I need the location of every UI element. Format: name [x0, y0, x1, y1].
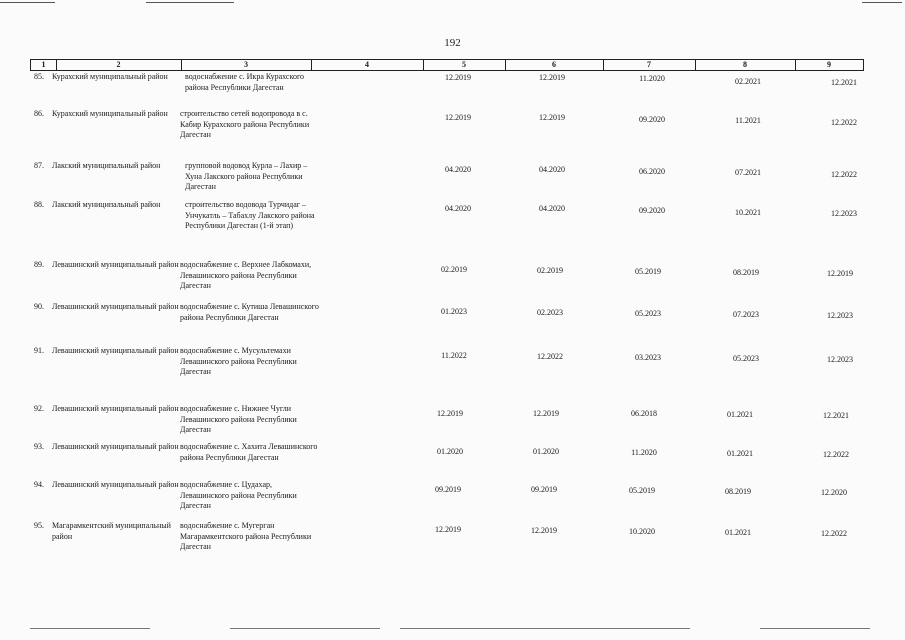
date-col-5: 01.2023	[441, 307, 467, 316]
date-col-9: 12.2022	[831, 118, 857, 127]
row-number: 94.	[34, 480, 44, 489]
date-col-8: 02.2021	[735, 77, 761, 86]
date-col-5: 12.2019	[445, 73, 471, 82]
row-number: 92.	[34, 404, 44, 413]
district-name: Левашинский муниципальный район	[52, 302, 179, 311]
date-col-9: 12.2020	[821, 488, 847, 497]
date-col-6: 12.2019	[533, 409, 559, 418]
date-col-9: 12.2021	[823, 411, 849, 420]
district-name: Левашинский муниципальный район	[52, 260, 179, 269]
date-col-5: 11.2022	[441, 351, 467, 360]
date-col-8: 10.2021	[735, 208, 761, 217]
date-col-9: 12.2022	[823, 450, 849, 459]
object-name: групповой водовод Курла – Лахир – Хуна Лакского района Республики Дагестан	[185, 161, 308, 191]
date-col-6: 12.2022	[537, 352, 563, 361]
scan-edge-line	[30, 628, 150, 629]
date-col-7: 09.2020	[639, 115, 665, 124]
district-name: Лакский муниципальный район	[52, 200, 161, 209]
date-col-5: 12.2019	[435, 525, 461, 534]
date-col-6: 12.2019	[539, 113, 565, 122]
date-col-7: 11.2020	[639, 74, 665, 83]
row-number: 88.	[34, 200, 44, 209]
object-name: водоснабжение с. Икра Курахского района Республики Дагестан	[185, 72, 305, 92]
scan-edge-line	[760, 628, 870, 629]
object-name: водоснабжение с. Хахита Левашинского района Республики Дагестан	[180, 442, 318, 462]
object-name: водоснабжение с. Верхнее Лабкомахи, Левашинского района Республики Дагестан	[180, 260, 312, 290]
district-name: Левашинский муниципальный район	[52, 404, 179, 413]
header-col-1: 1	[41, 60, 46, 69]
row-number: 91.	[34, 346, 44, 355]
date-col-6: 09.2019	[531, 485, 557, 494]
scan-edge-line	[400, 628, 690, 629]
district-name: Левашинский муниципальный район	[52, 442, 179, 451]
row-number: 90.	[34, 302, 44, 311]
object-name: строительство водовода Турчидаг – Унчукатль – Табахлу Лакского района Республики Дагестан (1-й этап)	[185, 200, 315, 230]
row-number: 93.	[34, 442, 44, 451]
date-col-7: 03.2023	[635, 353, 661, 362]
date-col-8: 11.2021	[735, 116, 761, 125]
date-col-8: 01.2021	[727, 410, 753, 419]
date-col-7: 10.2020	[629, 527, 655, 536]
date-col-8: 05.2023	[733, 354, 759, 363]
date-col-7: 09.2020	[639, 206, 665, 215]
district-name: Лакский муниципальный район	[52, 161, 161, 170]
top-rule-right	[862, 2, 902, 3]
date-col-6: 12.2019	[539, 73, 565, 82]
district-name: Левашинский муниципальный район	[52, 480, 179, 489]
date-col-5: 09.2019	[435, 485, 461, 494]
row-number: 86.	[34, 109, 44, 118]
table-header	[30, 59, 864, 71]
date-col-6: 04.2020	[539, 165, 565, 174]
object-name: водоснабжение с. Мугерган Магарамкентского района Республики Дагестан	[180, 521, 312, 551]
date-col-6: 12.2019	[531, 526, 557, 535]
header-col-8: 8	[743, 60, 747, 69]
row-number: 95.	[34, 521, 44, 530]
date-col-9: 12.2022	[831, 170, 857, 179]
date-col-9: 12.2021	[831, 78, 857, 87]
date-col-5: 12.2019	[437, 409, 463, 418]
date-col-8: 07.2023	[733, 310, 759, 319]
header-col-9: 9	[827, 60, 831, 69]
header-col-7: 7	[647, 60, 651, 69]
date-col-5: 04.2020	[445, 165, 471, 174]
date-col-9: 12.2023	[827, 311, 853, 320]
date-col-7: 05.2019	[629, 486, 655, 495]
row-number: 85.	[34, 72, 44, 81]
date-col-6: 02.2019	[537, 266, 563, 275]
date-col-5: 12.2019	[445, 113, 471, 122]
row-number: 89.	[34, 260, 44, 269]
object-name: строительство сетей водопровода в с. Кабир Курахского района Республики Дагестан	[180, 109, 310, 139]
date-col-9: 12.2023	[827, 355, 853, 364]
district-name: Магарамкентский муниципальный район	[52, 521, 171, 541]
date-col-9: 12.2019	[827, 269, 853, 278]
date-col-5: 01.2020	[437, 447, 463, 456]
row-number: 87.	[34, 161, 44, 170]
date-col-8: 01.2021	[725, 528, 751, 537]
object-name: водоснабжение с. Мусультемахи Левашинского района Республики Дагестан	[180, 346, 297, 376]
date-col-8: 01.2021	[727, 449, 753, 458]
object-name: водоснабжение с. Цудахар, Левашинского района Республики Дагестан	[180, 480, 297, 510]
date-col-9: 12.2022	[821, 529, 847, 538]
object-name: водоснабжение с. Кутиша Левашинского района Республики Дагестан	[180, 302, 319, 322]
date-col-5: 02.2019	[441, 265, 467, 274]
date-col-5: 04.2020	[445, 204, 471, 213]
date-col-8: 07.2021	[735, 168, 761, 177]
date-col-6: 02.2023	[537, 308, 563, 317]
header-col-6: 6	[552, 60, 556, 69]
district-name: Левашинский муниципальный район	[52, 346, 179, 355]
page-number: 192	[444, 37, 461, 49]
date-col-6: 01.2020	[533, 447, 559, 456]
header-col-2: 2	[116, 60, 121, 69]
date-col-6: 04.2020	[539, 204, 565, 213]
header-col-4: 4	[365, 60, 369, 69]
date-col-7: 11.2020	[631, 448, 657, 457]
district-name: Курахский муниципальный район	[52, 109, 168, 118]
top-rule-mid	[146, 2, 234, 3]
date-col-7: 05.2019	[635, 267, 661, 276]
date-col-7: 06.2020	[639, 167, 665, 176]
date-col-8: 08.2019	[733, 268, 759, 277]
top-rule-left	[0, 2, 55, 3]
date-col-7: 06.2018	[631, 409, 657, 418]
scan-edge-line	[230, 628, 380, 629]
header-col-5: 5	[462, 60, 466, 69]
date-col-9: 12.2023	[831, 209, 857, 218]
header-col-3: 3	[244, 60, 248, 69]
object-name: водоснабжение с. Нижнее Чугли Левашинского района Республики Дагестан	[180, 404, 297, 434]
date-col-7: 05.2023	[635, 309, 661, 318]
district-name: Курахский муниципальный район	[52, 72, 168, 81]
date-col-8: 08.2019	[725, 487, 751, 496]
